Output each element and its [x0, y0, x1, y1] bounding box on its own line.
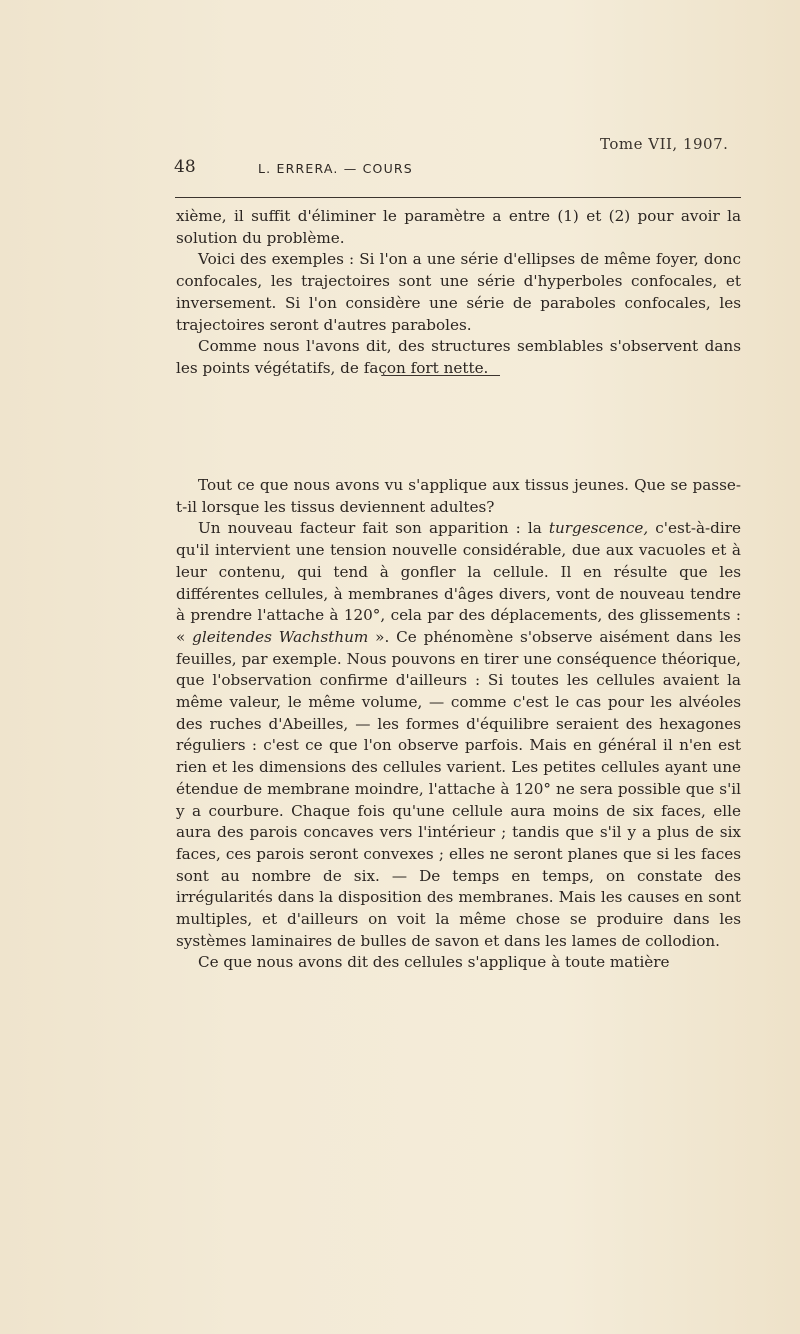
running-head: L. ERRERA. — COURS — [258, 161, 413, 176]
paragraph-text: ». Ce phénomène s'observe aisément dans les feuilles, par exemple. Nous pouvons en tirer une conséquence théorique, que l'observation confirme d'ailleurs : Si toutes les cellules avaient la même valeur, le même volume, — comme c'est le cas pour les alvéoles des ruches d'Abeilles, — les formes d'équilibre seraient des hexagones réguliers : c'est ce que l'on observe parfois. Mais en général il n'en est rien et les dimensions des cellules varient. Les petites cellules ayant une étendue de membrane moindre, l'attache à 120° ne sera possible que s'il y a courbure. Chaque fois qu'une cellule aura moins de six faces, elle aura des parois concaves vers l'intérieur ; tandis que s'il y a plus de six faces, ces parois seront convexes ; elles ne seront planes que si les faces sont au nombre de six. — De temps en temps, on constate des irrégularités dans la disposition des membranes. Mais les causes en sont multiples, et d'ailleurs on voit la même chose se produire dans les systèmes laminaires de bulles de savon et dans les lames de collodion. — [176, 627, 741, 950]
tome-label: Tome VII, 1907. — [600, 135, 729, 153]
text-block-lower — [176, 475, 741, 974]
text-block-upper — [176, 206, 741, 380]
page-number: 48 — [174, 157, 196, 177]
paragraph-text: c'est-à-dire qu'il intervient une tension nouvelle considérable, due aux vacuoles et à leur contenu, qui tend à gonfler la cellule. Il en résulte que les différentes cellules, à membranes d'âges divers, vont de nouveau tendre à prendre l'attache à 120°, cela par des déplacements, des glissements : « — [176, 519, 741, 646]
paragraph: Comme nous l'avons dit, des structures semblables s'observent dans les points végétatifs, de façon fort nette. — [176, 337, 741, 377]
paragraph: Voici des exemples : Si l'on a une série d'ellipses de même foyer, donc confocales, les trajectoires sont une série d'hyperboles confocales, et inversement. Si l'on considère une série de paraboles confocales, les trajectoires seront d'autres paraboles. — [176, 250, 741, 334]
emphasis-german-term: gleitendes Wachsthum — [192, 627, 369, 646]
section-divider — [384, 375, 500, 376]
paragraph — [176, 518, 741, 952]
paragraph: xième, il suffit d'éliminer le paramètre a entre (1) et (2) pour avoir la solution du problème. — [176, 207, 741, 247]
paragraph: Ce que nous avons dit des cellules s'applique à toute matière — [198, 953, 670, 972]
paragraph: Tout ce que nous avons vu s'applique aux tissus jeunes. Que se passe-t-il lorsque les tissus deviennent adultes? — [176, 476, 741, 516]
header-rule — [175, 197, 741, 198]
emphasis-turgescence: turgescence, — [548, 519, 649, 538]
paragraph-text: Un nouveau facteur fait son apparition : la — [198, 519, 549, 538]
